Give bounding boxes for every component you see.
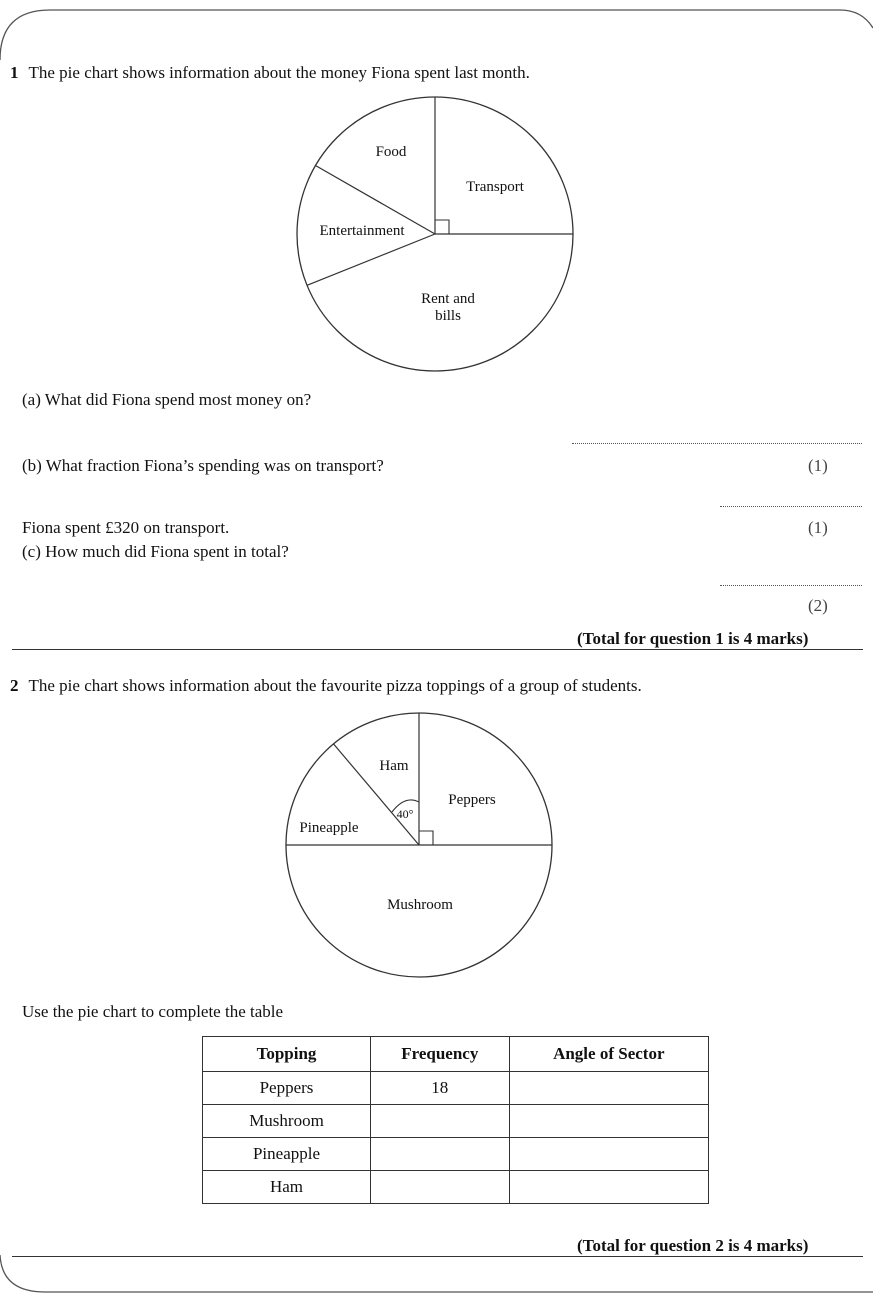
q1-total: (Total for question 1 is 4 marks) [577, 629, 809, 648]
table-row [203, 1105, 709, 1138]
header-topping: Topping [203, 1037, 371, 1072]
table-row [203, 1171, 709, 1204]
q1-part-c: (c) How much did Fiona spent in total? [22, 542, 289, 561]
q2-number: 2 [10, 676, 19, 695]
q1-part-a-marks: (1) [808, 456, 828, 475]
toppings-table [202, 1036, 709, 1204]
q1-part-c-marks: (2) [808, 596, 828, 615]
angle-cell[interactable] [509, 1105, 708, 1138]
q1-part-b: (b) What fraction Fiona’s spending was on transport? [22, 456, 384, 475]
sector-label-ham: Ham [379, 758, 409, 774]
q2-total: (Total for question 2 is 4 marks) [577, 1236, 809, 1255]
table-header-row [203, 1037, 709, 1072]
q1-part-c-info: Fiona spent £320 on transport. [22, 518, 230, 537]
header-angle: Angle of Sector [509, 1037, 708, 1072]
angle-cell[interactable] [509, 1072, 708, 1105]
sector-label-mushroom: Mushroom [387, 897, 453, 913]
pie-chart-spending [280, 90, 590, 380]
q1-answer-b-line[interactable] [720, 506, 862, 507]
angle-label: 40° [396, 807, 414, 821]
q2-instruction: Use the pie chart to complete the table [22, 1002, 284, 1021]
header-frequency: Frequency [371, 1037, 510, 1072]
topping-cell: Ham [203, 1171, 371, 1204]
q1-number: 1 [10, 63, 19, 82]
pie-chart-toppings [275, 705, 565, 990]
sector-label-transport: Transport [466, 179, 524, 195]
topping-cell: Pineapple [203, 1138, 371, 1171]
sector-label-pineapple: Pineapple [299, 820, 359, 836]
q1-intro-text: The pie chart shows information about the money Fiona spent last month. [28, 63, 530, 82]
sector-label-food: Food [375, 144, 407, 160]
q1-answer-a-line[interactable] [572, 443, 862, 444]
table-row [203, 1072, 709, 1105]
frequency-cell[interactable] [371, 1171, 510, 1204]
angle-cell[interactable] [509, 1138, 708, 1171]
q2-divider [12, 1256, 863, 1257]
topping-cell: Mushroom [203, 1105, 371, 1138]
table-row [203, 1138, 709, 1171]
sector-label-entertainment: Entertainment [319, 223, 405, 239]
q1-divider [12, 649, 863, 650]
q1-answer-c-line[interactable] [720, 585, 862, 586]
q2-intro [10, 676, 642, 696]
sector-label-peppers: Peppers [448, 792, 496, 808]
frequency-cell[interactable] [371, 1105, 510, 1138]
q1-part-a: (a) What did Fiona spend most money on? [22, 390, 312, 409]
q2-intro-text: The pie chart shows information about the favourite pizza toppings of a group of students. [28, 676, 642, 695]
topping-cell: Peppers [203, 1072, 371, 1105]
q1-intro [10, 63, 530, 83]
frequency-cell: 18 [371, 1072, 510, 1105]
sector-label-rent-and-bills: Rent and bills [421, 291, 475, 324]
frequency-cell[interactable] [371, 1138, 510, 1171]
q1-part-b-marks: (1) [808, 518, 828, 537]
angle-cell[interactable] [509, 1171, 708, 1204]
